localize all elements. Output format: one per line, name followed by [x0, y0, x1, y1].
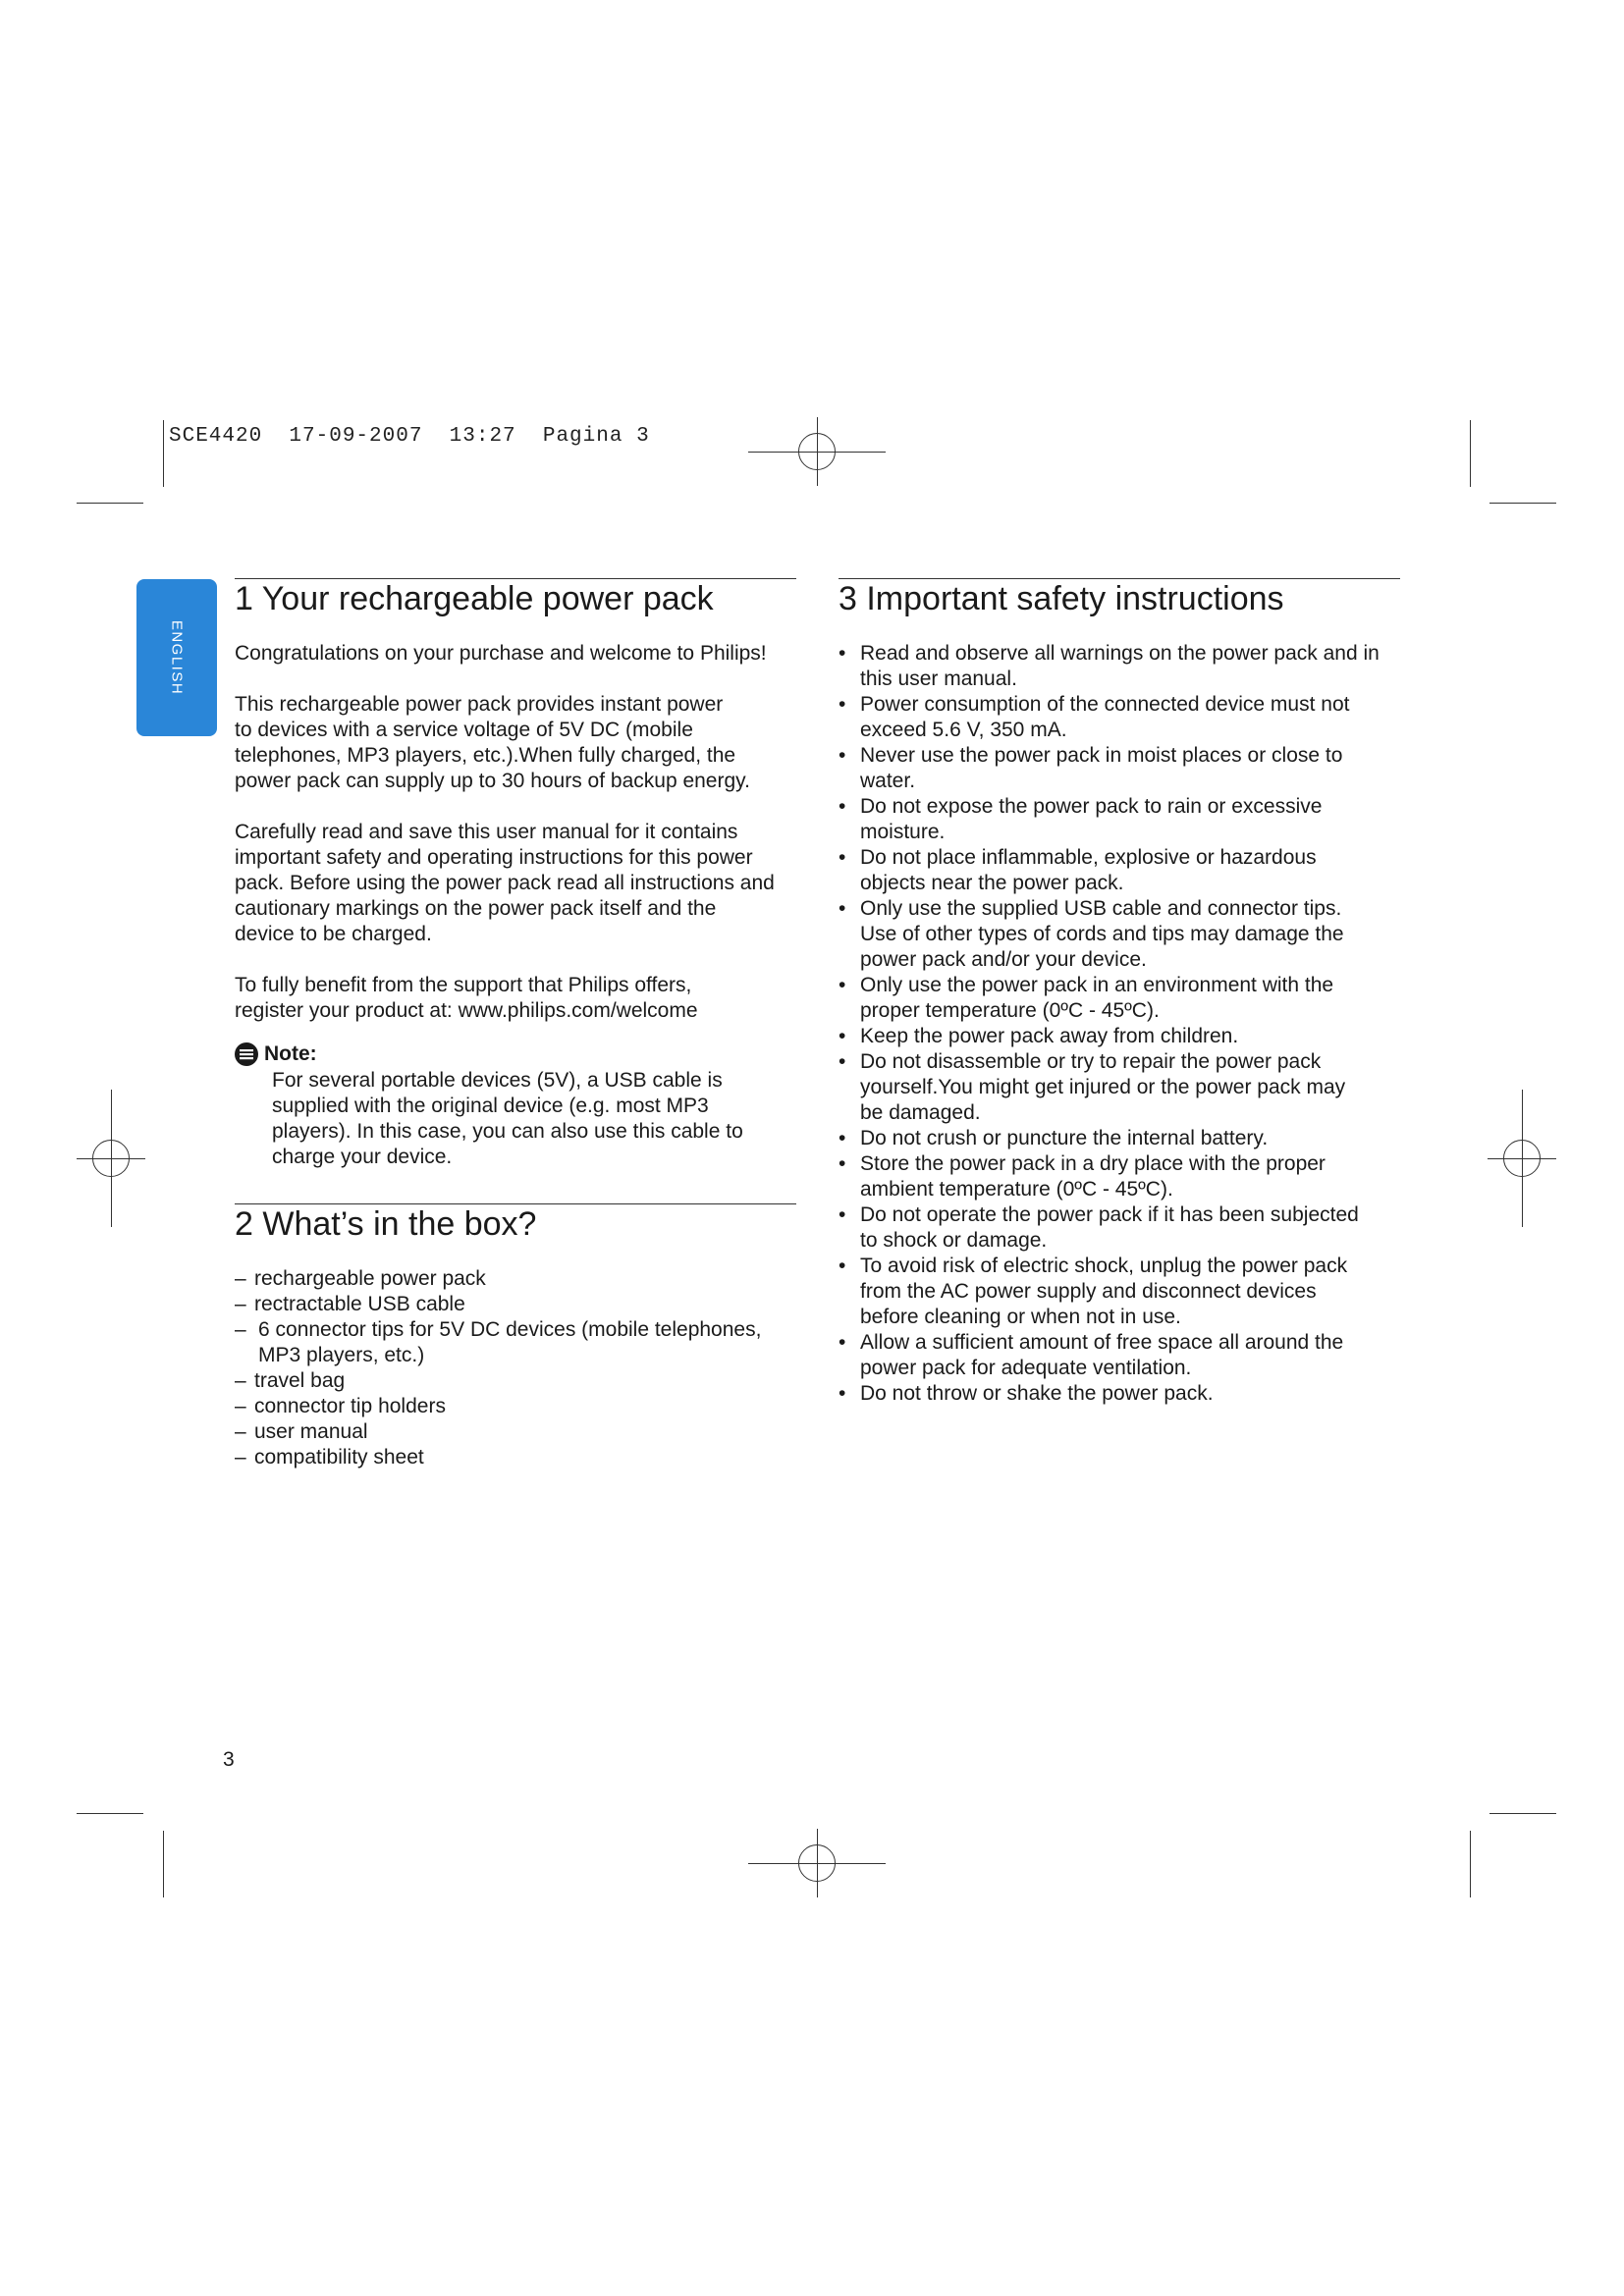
section3-heading: 3 Important safety instructions: [839, 580, 1284, 617]
section1-paragraph: This rechargeable power pack provides instant power to devices with a service voltage of 5V DC (mobile telephones, MP3 players, etc.).When fully charged, the power pack can supply up to 30 hours of backup energy.: [235, 693, 750, 792]
note-box: [235, 1041, 799, 1170]
language-tab: [136, 579, 217, 736]
list-item: • Keep the power pack away from children.: [839, 1024, 1403, 1049]
section1-paragraph: Carefully read and save this user manual for it contains important safety and operating instructions for this power pack. Before using the power pack read all instructions and cautionary markings on the power pack itself and the device to be charged.: [235, 821, 775, 945]
section1-paragraph: To fully benefit from the support that Philips offers, register your product at: www.philips.com/welcome: [235, 974, 698, 1022]
note-icon: [235, 1042, 258, 1066]
section1-body: [235, 641, 799, 1170]
list-item: • To avoid risk of electric shock, unplug the power pack from the AC power supply and disconnect devices before cleaning or when not in use.: [839, 1254, 1403, 1330]
list-item: – rechargeable power pack: [235, 1266, 799, 1292]
safety-instructions-list: [839, 641, 1403, 1407]
section1-heading: 1 Your rechargeable power pack: [235, 580, 714, 617]
list-item: – user manual: [235, 1419, 799, 1445]
section-your-power-pack: [235, 577, 799, 1170]
list-item: – connector tip holders: [235, 1394, 799, 1419]
note-label: Note:: [264, 1042, 317, 1065]
list-item: – compatibility sheet: [235, 1445, 799, 1470]
list-item: • Only use the power pack in an environment with the proper temperature (0ºC - 45ºC).: [839, 973, 1403, 1024]
list-item: • Read and observe all warnings on the power pack and in this user manual.: [839, 641, 1403, 692]
list-item: • Do not crush or puncture the internal battery.: [839, 1126, 1403, 1151]
list-item: – travel bag: [235, 1368, 799, 1394]
list-item: • Never use the power pack in moist places or close to water.: [839, 743, 1403, 794]
print-slug-line: SCE4420 17-09-2007 13:27 Pagina 3: [169, 425, 650, 448]
list-item: – rectractable USB cable: [235, 1292, 799, 1317]
section1-paragraph: Congratulations on your purchase and welcome to Philips!: [235, 642, 767, 665]
page-number: 3: [223, 1748, 235, 1771]
list-item: • Do not disassemble or try to repair the power pack yourself.You might get injured or the power pack may be damaged.: [839, 1049, 1403, 1126]
list-item: • Store the power pack in a dry place with the proper ambient temperature (0ºC - 45ºC).: [839, 1151, 1403, 1202]
box-contents-list: [235, 1266, 799, 1470]
list-item: • Power consumption of the connected device must not exceed 5.6 V, 350 mA.: [839, 692, 1403, 743]
section2-heading: 2 What’s in the box?: [235, 1205, 537, 1243]
list-item: • Do not operate the power pack if it has been subjected to shock or damage.: [839, 1202, 1403, 1254]
note-title: [235, 1041, 799, 1067]
section-safety-instructions: [839, 577, 1403, 1407]
list-item: • Only use the supplied USB cable and connector tips. Use of other types of cords and tips may damage the power pack and/or your device.: [839, 896, 1403, 973]
list-item: • Do not place inflammable, explosive or hazardous objects near the power pack.: [839, 845, 1403, 896]
note-text: For several portable devices (5V), a USB cable is supplied with the original device (e.g. most MP3 players). In this case, you can also use this cable to charge your device.: [272, 1069, 743, 1168]
list-item: – 6 connector tips for 5V DC devices (mobile telephones, MP3 players, etc.): [235, 1317, 799, 1368]
list-item: • Do not expose the power pack to rain or excessive moisture.: [839, 794, 1403, 845]
section-whats-in-the-box: [235, 1202, 799, 1470]
language-tab-label: ENGLISH: [168, 619, 186, 696]
list-item: • Do not throw or shake the power pack.: [839, 1381, 1403, 1407]
list-item: • Allow a sufficient amount of free space all around the power pack for adequate ventilation.: [839, 1330, 1403, 1381]
